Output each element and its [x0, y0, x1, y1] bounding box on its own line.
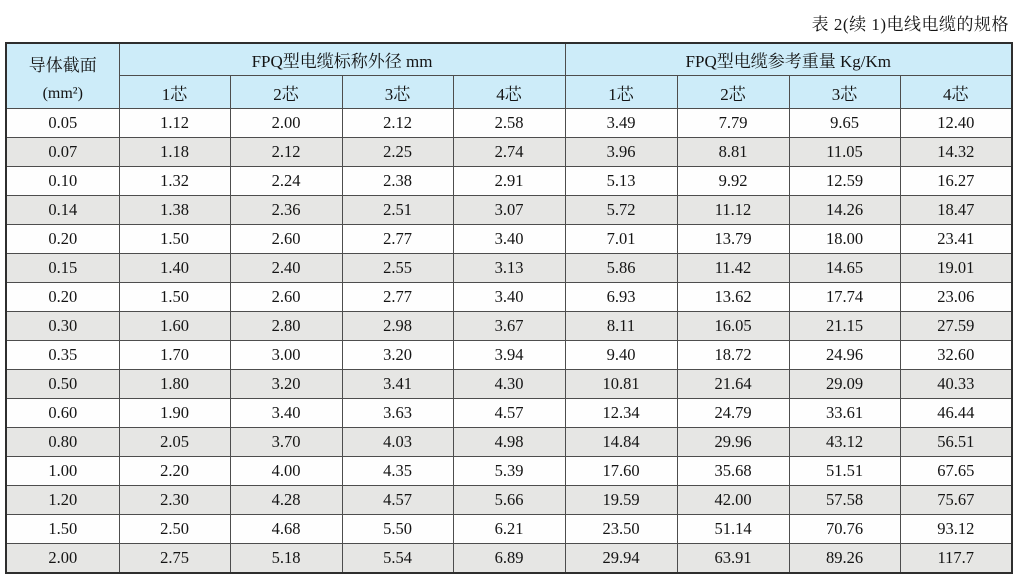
value-cell: 19.01 — [900, 254, 1012, 283]
value-cell: 2.74 — [453, 138, 565, 167]
table-row — [6, 341, 1012, 370]
value-cell: 23.06 — [900, 283, 1012, 312]
value-cell: 4.57 — [453, 399, 565, 428]
value-cell: 117.7 — [900, 544, 1012, 574]
value-cell: 23.41 — [900, 225, 1012, 254]
value-cell: 56.51 — [900, 428, 1012, 457]
value-cell: 29.09 — [789, 370, 900, 399]
value-cell: 2.98 — [342, 312, 453, 341]
value-cell: 14.84 — [565, 428, 677, 457]
value-cell: 29.94 — [565, 544, 677, 574]
value-cell: 8.81 — [677, 138, 789, 167]
value-cell: 2.12 — [342, 109, 453, 138]
value-cell: 51.51 — [789, 457, 900, 486]
value-cell: 4.57 — [342, 486, 453, 515]
value-cell: 1.90 — [119, 399, 230, 428]
value-cell: 67.65 — [900, 457, 1012, 486]
value-cell: 4.98 — [453, 428, 565, 457]
conductor-section-cell: 2.00 — [6, 544, 119, 574]
value-cell: 4.03 — [342, 428, 453, 457]
value-cell: 1.32 — [119, 167, 230, 196]
value-cell: 2.25 — [342, 138, 453, 167]
value-cell: 1.60 — [119, 312, 230, 341]
value-cell: 11.42 — [677, 254, 789, 283]
value-cell: 2.40 — [230, 254, 342, 283]
conductor-section-cell: 1.00 — [6, 457, 119, 486]
value-cell: 3.20 — [342, 341, 453, 370]
value-cell: 3.20 — [230, 370, 342, 399]
value-cell: 43.12 — [789, 428, 900, 457]
conductor-section-cell: 0.20 — [6, 283, 119, 312]
value-cell: 24.96 — [789, 341, 900, 370]
value-cell: 2.38 — [342, 167, 453, 196]
sub-header-row — [6, 76, 1012, 109]
value-cell: 2.91 — [453, 167, 565, 196]
conductor-section-cell: 0.20 — [6, 225, 119, 254]
subheader-diameter-core-2: 2芯 — [230, 76, 342, 109]
value-cell: 2.77 — [342, 283, 453, 312]
conductor-section-cell: 0.50 — [6, 370, 119, 399]
table-row — [6, 370, 1012, 399]
table-row — [6, 515, 1012, 544]
table-row — [6, 428, 1012, 457]
value-cell: 4.00 — [230, 457, 342, 486]
subheader-diameter-core-1: 1芯 — [119, 76, 230, 109]
value-cell: 57.58 — [789, 486, 900, 515]
value-cell: 3.40 — [453, 225, 565, 254]
value-cell: 1.12 — [119, 109, 230, 138]
value-cell: 6.89 — [453, 544, 565, 574]
value-cell: 51.14 — [677, 515, 789, 544]
value-cell: 3.63 — [342, 399, 453, 428]
value-cell: 40.33 — [900, 370, 1012, 399]
conductor-section-cell: 1.50 — [6, 515, 119, 544]
value-cell: 70.76 — [789, 515, 900, 544]
col-header-conductor-section — [6, 43, 119, 109]
conductor-section-cell: 0.15 — [6, 254, 119, 283]
subheader-weight-core-4: 4芯 — [900, 76, 1012, 109]
conductor-section-cell: 1.20 — [6, 486, 119, 515]
value-cell: 89.26 — [789, 544, 900, 574]
conductor-section-cell: 0.05 — [6, 109, 119, 138]
table-row — [6, 283, 1012, 312]
conductor-section-cell: 0.14 — [6, 196, 119, 225]
value-cell: 1.50 — [119, 225, 230, 254]
value-cell: 2.05 — [119, 428, 230, 457]
value-cell: 18.47 — [900, 196, 1012, 225]
value-cell: 33.61 — [789, 399, 900, 428]
value-cell: 3.41 — [342, 370, 453, 399]
value-cell: 6.21 — [453, 515, 565, 544]
value-cell: 14.26 — [789, 196, 900, 225]
value-cell: 21.15 — [789, 312, 900, 341]
value-cell: 2.55 — [342, 254, 453, 283]
value-cell: 7.79 — [677, 109, 789, 138]
value-cell: 11.05 — [789, 138, 900, 167]
table-row — [6, 109, 1012, 138]
value-cell: 9.40 — [565, 341, 677, 370]
value-cell: 3.13 — [453, 254, 565, 283]
value-cell: 75.67 — [900, 486, 1012, 515]
value-cell: 2.51 — [342, 196, 453, 225]
table-row — [6, 196, 1012, 225]
table-header — [6, 43, 1012, 109]
value-cell: 2.12 — [230, 138, 342, 167]
value-cell: 5.54 — [342, 544, 453, 574]
table-row — [6, 225, 1012, 254]
value-cell: 7.01 — [565, 225, 677, 254]
value-cell: 3.00 — [230, 341, 342, 370]
value-cell: 3.70 — [230, 428, 342, 457]
value-cell: 11.12 — [677, 196, 789, 225]
value-cell: 21.64 — [677, 370, 789, 399]
conductor-section-label: 导体截面 — [28, 56, 97, 75]
conductor-section-cell: 0.10 — [6, 167, 119, 196]
value-cell: 5.66 — [453, 486, 565, 515]
value-cell: 16.27 — [900, 167, 1012, 196]
value-cell: 3.40 — [230, 399, 342, 428]
conductor-section-unit: (mm²) — [42, 85, 83, 102]
table-row — [6, 167, 1012, 196]
subheader-diameter-core-3: 3芯 — [342, 76, 453, 109]
value-cell: 5.86 — [565, 254, 677, 283]
table-row — [6, 312, 1012, 341]
value-cell: 3.94 — [453, 341, 565, 370]
conductor-section-cell: 0.07 — [6, 138, 119, 167]
value-cell: 2.75 — [119, 544, 230, 574]
value-cell: 17.74 — [789, 283, 900, 312]
page-title: 表 2(续 1)电线电缆的规格 — [811, 15, 1009, 34]
value-cell: 2.60 — [230, 225, 342, 254]
value-cell: 4.68 — [230, 515, 342, 544]
value-cell: 93.12 — [900, 515, 1012, 544]
value-cell: 5.39 — [453, 457, 565, 486]
value-cell: 42.00 — [677, 486, 789, 515]
value-cell: 8.11 — [565, 312, 677, 341]
table-row — [6, 138, 1012, 167]
value-cell: 10.81 — [565, 370, 677, 399]
value-cell: 29.96 — [677, 428, 789, 457]
subheader-diameter-core-4: 4芯 — [453, 76, 565, 109]
value-cell: 4.35 — [342, 457, 453, 486]
table-row — [6, 486, 1012, 515]
value-cell: 12.59 — [789, 167, 900, 196]
value-cell: 1.18 — [119, 138, 230, 167]
value-cell: 35.68 — [677, 457, 789, 486]
value-cell: 13.62 — [677, 283, 789, 312]
conductor-section-cell: 0.30 — [6, 312, 119, 341]
value-cell: 1.80 — [119, 370, 230, 399]
value-cell: 18.72 — [677, 341, 789, 370]
value-cell: 2.30 — [119, 486, 230, 515]
table-body — [6, 109, 1012, 574]
value-cell: 14.65 — [789, 254, 900, 283]
value-cell: 24.79 — [677, 399, 789, 428]
value-cell: 2.60 — [230, 283, 342, 312]
group-header-row — [6, 43, 1012, 76]
value-cell: 2.50 — [119, 515, 230, 544]
value-cell: 5.72 — [565, 196, 677, 225]
value-cell: 3.07 — [453, 196, 565, 225]
value-cell: 9.92 — [677, 167, 789, 196]
value-cell: 1.40 — [119, 254, 230, 283]
conductor-section-cell: 0.80 — [6, 428, 119, 457]
value-cell: 5.18 — [230, 544, 342, 574]
value-cell: 3.49 — [565, 109, 677, 138]
conductor-section-cell: 0.60 — [6, 399, 119, 428]
value-cell: 13.79 — [677, 225, 789, 254]
value-cell: 19.59 — [565, 486, 677, 515]
table-row — [6, 544, 1012, 574]
value-cell: 2.77 — [342, 225, 453, 254]
group-header-nominal-outer-diameter: FPQ型电缆标称外径 mm — [119, 43, 565, 76]
value-cell: 18.00 — [789, 225, 900, 254]
value-cell: 1.50 — [119, 283, 230, 312]
value-cell: 3.40 — [453, 283, 565, 312]
value-cell: 12.34 — [565, 399, 677, 428]
group-header-reference-weight: FPQ型电缆参考重量 Kg/Km — [565, 43, 1012, 76]
value-cell: 46.44 — [900, 399, 1012, 428]
cable-spec-table — [5, 42, 1013, 574]
value-cell: 2.00 — [230, 109, 342, 138]
value-cell: 14.32 — [900, 138, 1012, 167]
value-cell: 1.70 — [119, 341, 230, 370]
value-cell: 2.24 — [230, 167, 342, 196]
value-cell: 63.91 — [677, 544, 789, 574]
value-cell: 4.30 — [453, 370, 565, 399]
value-cell: 4.28 — [230, 486, 342, 515]
table-row — [6, 254, 1012, 283]
value-cell: 3.96 — [565, 138, 677, 167]
value-cell: 3.67 — [453, 312, 565, 341]
conductor-section-cell: 0.35 — [6, 341, 119, 370]
subheader-weight-core-1: 1芯 — [565, 76, 677, 109]
subheader-weight-core-3: 3芯 — [789, 76, 900, 109]
value-cell: 2.36 — [230, 196, 342, 225]
value-cell: 23.50 — [565, 515, 677, 544]
value-cell: 5.50 — [342, 515, 453, 544]
value-cell: 32.60 — [900, 341, 1012, 370]
value-cell: 12.40 — [900, 109, 1012, 138]
table-row — [6, 457, 1012, 486]
value-cell: 9.65 — [789, 109, 900, 138]
value-cell: 2.80 — [230, 312, 342, 341]
table-row — [6, 399, 1012, 428]
value-cell: 17.60 — [565, 457, 677, 486]
value-cell: 27.59 — [900, 312, 1012, 341]
value-cell: 2.58 — [453, 109, 565, 138]
value-cell: 16.05 — [677, 312, 789, 341]
subheader-weight-core-2: 2芯 — [677, 76, 789, 109]
value-cell: 1.38 — [119, 196, 230, 225]
value-cell: 6.93 — [565, 283, 677, 312]
value-cell: 5.13 — [565, 167, 677, 196]
value-cell: 2.20 — [119, 457, 230, 486]
